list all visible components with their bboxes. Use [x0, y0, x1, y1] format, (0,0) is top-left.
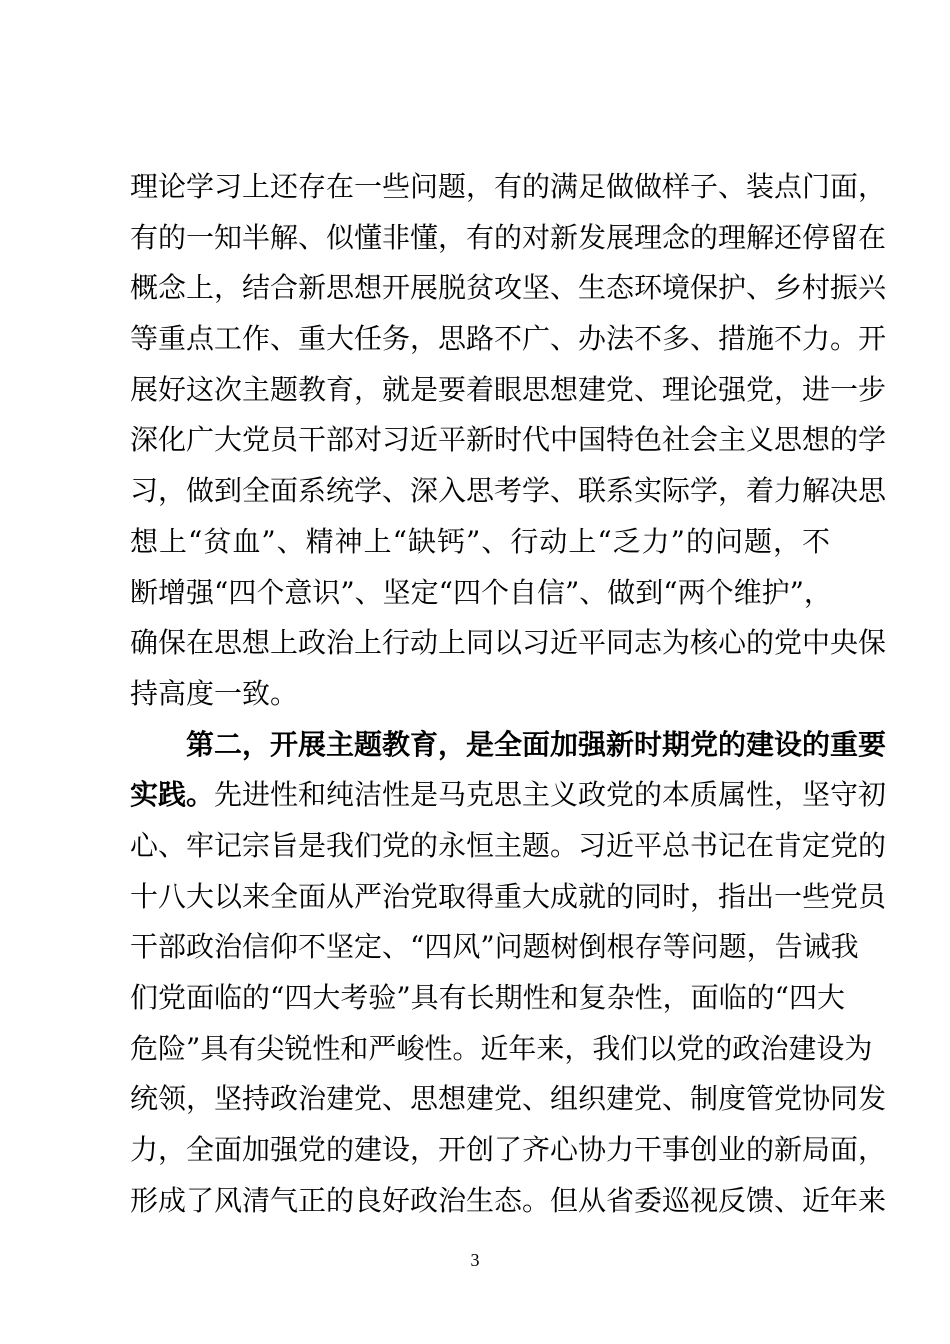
text-line: 危险”具有尖锐性和严峻性。近年来，我们以党的政治建设为	[130, 1031, 873, 1065]
body-text	[130, 162, 887, 1226]
text-line: 统领，坚持政治建党、思想建党、组织建党、制度管党协同发	[130, 1082, 887, 1116]
text-line: 深化广大党员干部对习近平新时代中国特色社会主义思想的学	[130, 423, 887, 457]
text-line: 心、牢记宗旨是我们党的永恒主题。习近平总书记在肯定党的	[130, 828, 887, 862]
text-line: 有的一知半解、似懂非懂，有的对新发展理念的理解还停留在	[130, 220, 887, 254]
section-heading-continuation: 实践。	[130, 778, 215, 812]
text-line: 干部政治信仰不坚定、“四风”问题树倒根存等问题，告诫我	[130, 930, 859, 964]
text-line: 想上“贫血”、精神上“缺钙”、行动上“乏力”的问题，不	[130, 524, 830, 558]
text-line: 展好这次主题教育，就是要着眼思想建党、理论强党，进一步	[130, 372, 887, 406]
text-line: 等重点工作、重大任务，思路不广、办法不多、措施不力。开	[130, 322, 887, 356]
section-heading: 第二，开展主题教育，是全面加强新时期党的建设的重要	[186, 727, 887, 761]
text-line: 确保在思想上政治上行动上同以习近平同志为核心的党中央保	[130, 626, 887, 660]
text-line: 十八大以来全面从严治党取得重大成就的同时，指出一些党员	[130, 879, 887, 913]
text-line	[130, 770, 887, 821]
page-number: 3	[470, 1250, 480, 1270]
text-line: 形成了风清气正的良好政治生态。但从省委巡视反馈、近年来	[130, 1183, 887, 1217]
text-line: 持高度一致。	[130, 676, 299, 710]
text-line: 理论学习上还存在一些问题，有的满足做做样子、装点门面，	[130, 170, 887, 203]
text-line: 力，全面加强党的建设，开创了齐心协力干事创业的新局面，	[130, 1133, 887, 1167]
text-line: 们党面临的“四大考验”具有长期性和复杂性，面临的“四大	[130, 981, 845, 1014]
text-line: 习，做到全面系统学、深入思考学、联系实际学，着力解决思	[130, 474, 887, 508]
text-line: 断增强“四个意识”、坚定“四个自信”、做到“两个维护”，	[130, 575, 832, 609]
text-line: 概念上，结合新思想开展脱贫攻坚、生态环境保护、乡村振兴	[130, 271, 887, 305]
text-line-rest: 先进性和纯洁性是马克思主义政党的本质属性，坚守初	[214, 778, 887, 812]
